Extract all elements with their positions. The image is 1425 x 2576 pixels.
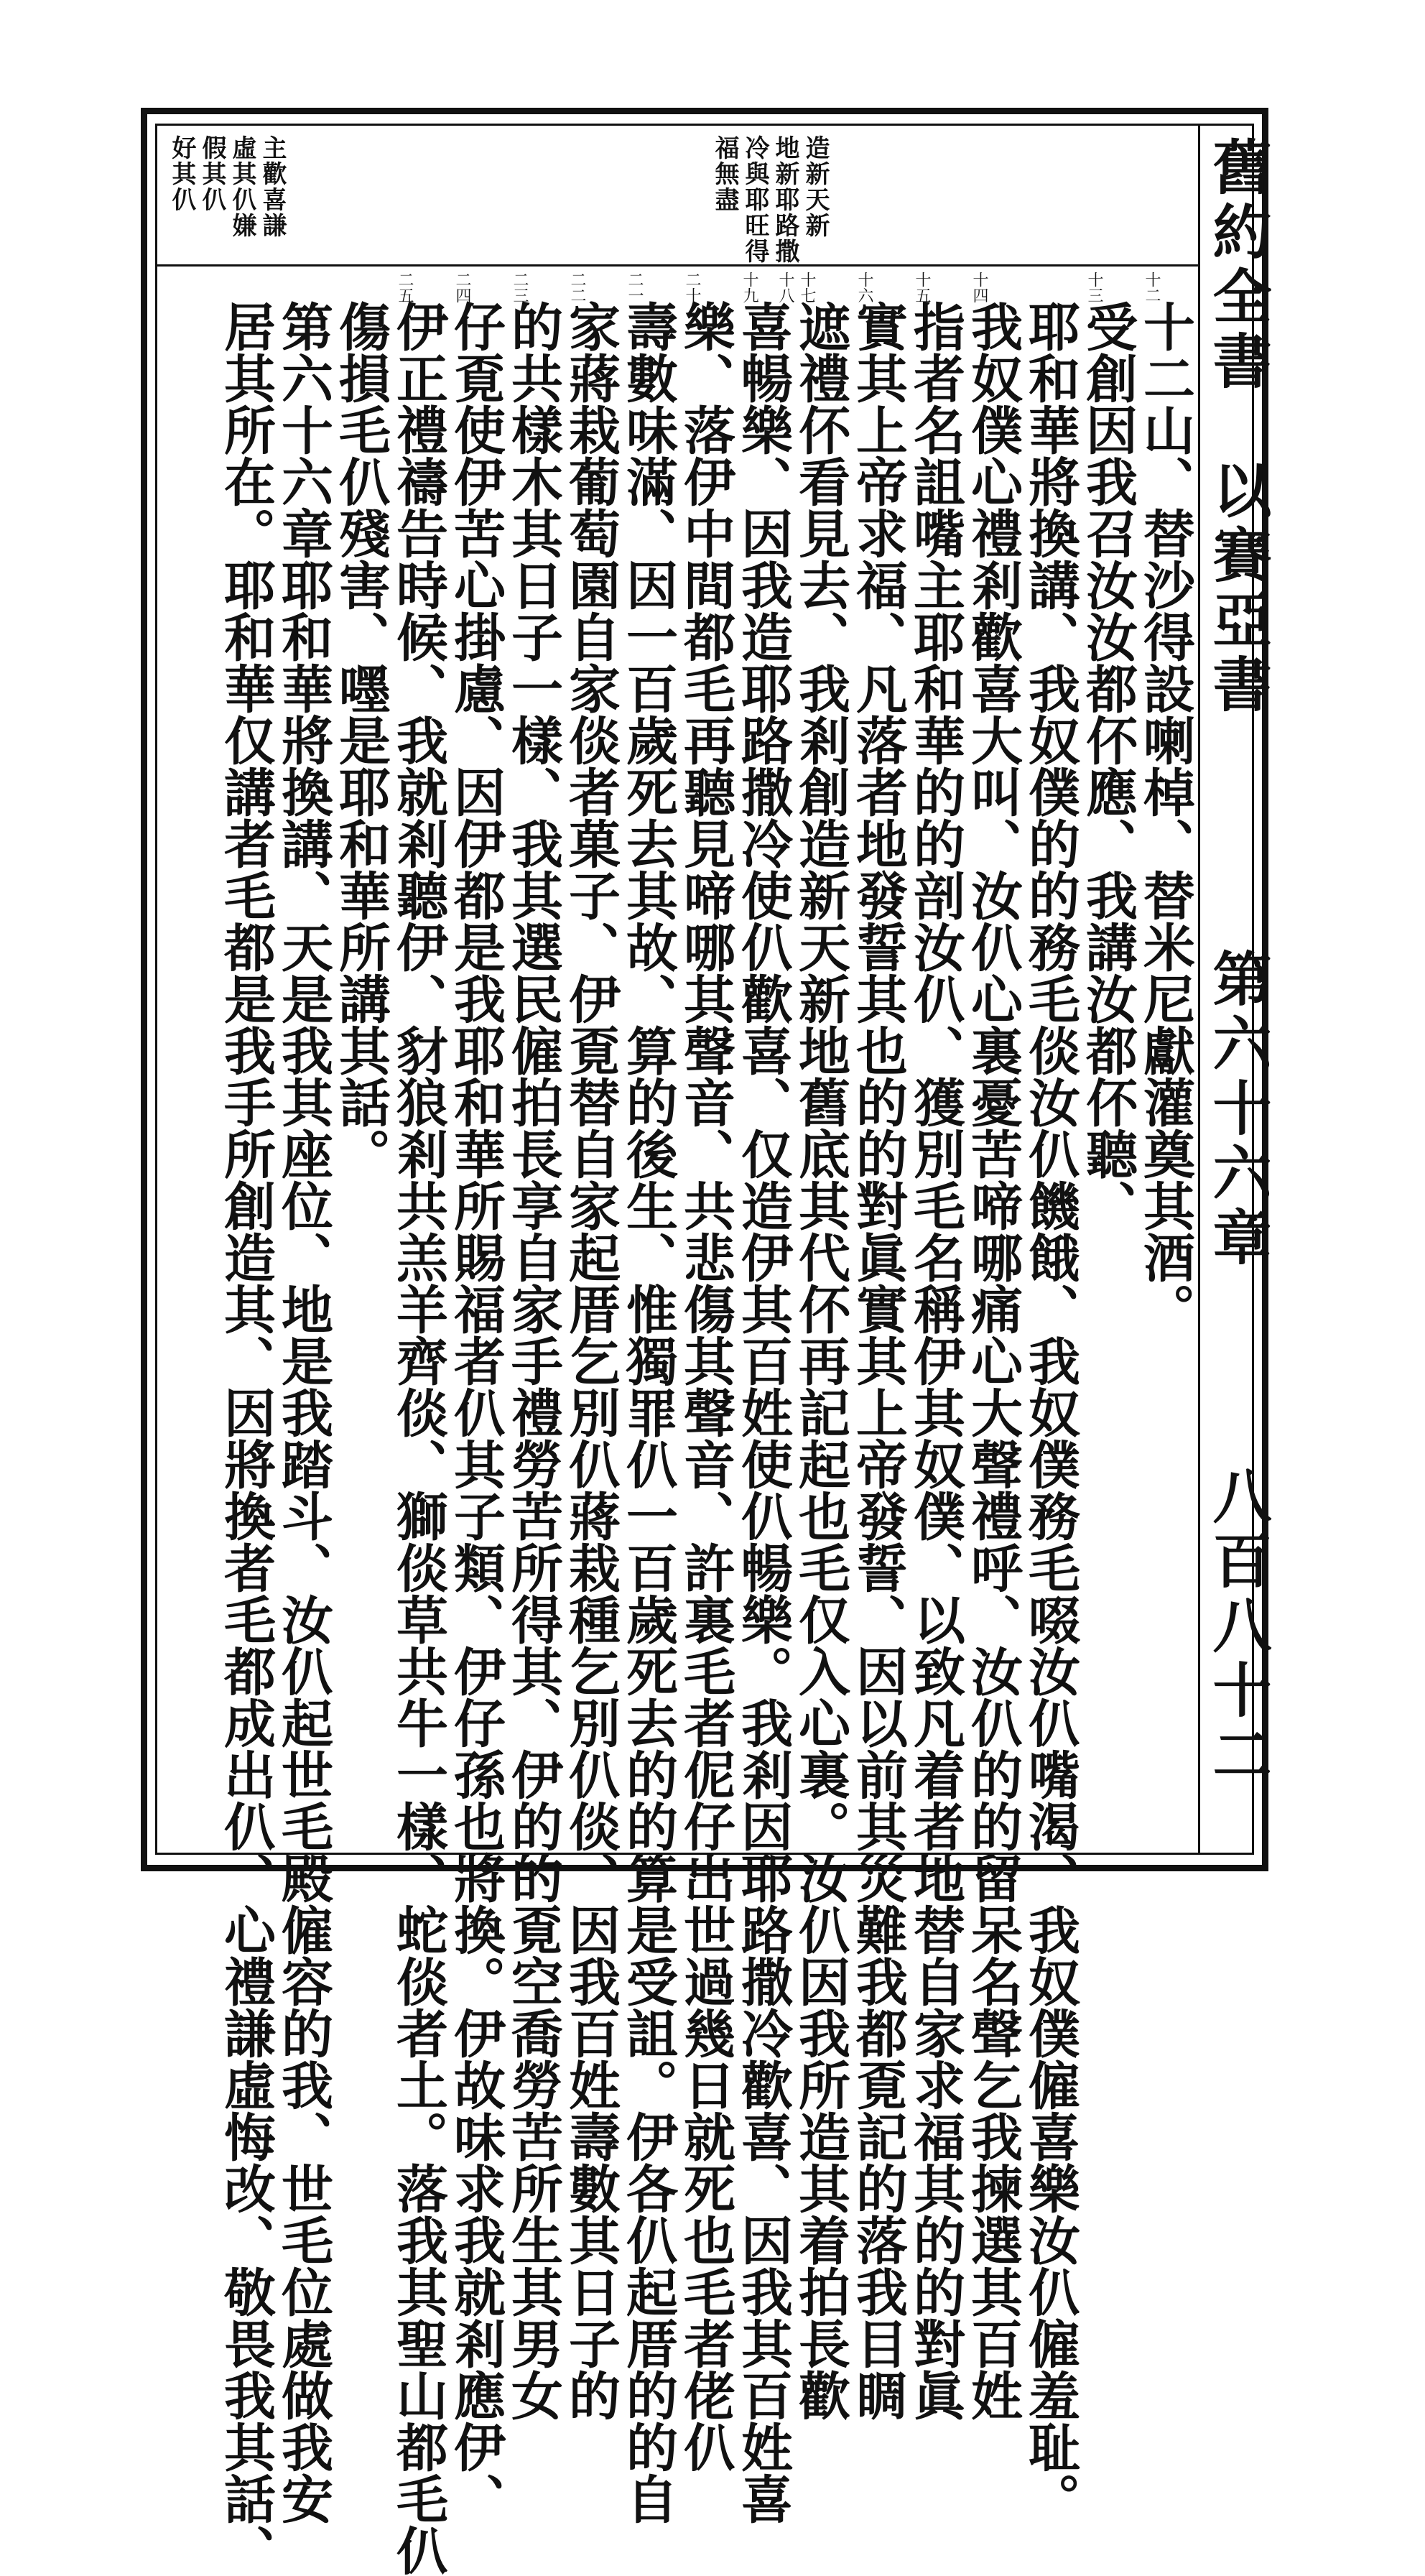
verse-number: 十二 — [1143, 272, 1161, 303]
text-column: 傷損毛仈殘害、嚜是耶和華所講其話。 — [330, 300, 391, 1180]
verse-number: 十七 — [798, 272, 816, 303]
book-title: 舊約全書 以賽亞書 — [1203, 136, 1272, 718]
headnote-line: 地新耶路撒 — [771, 135, 799, 264]
text-column: 家蔣栽葡萄園自家倓者菓子、伊覔替自家起厝乞別仈蔣栽種乞別仈倓、因我百姓壽數其日子的 — [560, 300, 621, 2421]
text-column: 喜暢樂、因我造耶路撒冷使仈歡喜、仅造伊其百姓使仈暢樂。我剎因耶路撒冷歡喜、因我其百姓喜 — [733, 300, 794, 2524]
text-column: 指者名詛嘴主耶和華的的剖汝仈、獲別毛名稱伊其奴僕、以致凡着者地替自家求福其的的對眞 — [905, 300, 966, 2421]
verse-number: 二十 — [683, 272, 701, 303]
verse-number: 二三 — [511, 272, 529, 303]
verse-number: 二一 — [626, 272, 644, 303]
chapter-title: 第六十六章 — [1203, 948, 1272, 1271]
text-column: 實其上帝求福、凡落者地發誓其也的的對眞實其上帝發誓、因以前其災難我都覔記的落我目睭 — [848, 300, 909, 2421]
text-column: 壽數味滿、因一百歲死去其故、算的後生、惟獨罪仈一百歲死去的的算是受詛。伊各仈起厝的的自 — [618, 300, 679, 2524]
text-column: 十二山、替沙得設喇棹、替米尼獻灌奠其酒。 — [1135, 300, 1196, 1335]
text-column: 仔覔使伊苦心掛慮、因伊都是我耶和華所賜福者仈其子類、伊仔孫也將換。伊故味求我就剎應伊、 — [445, 300, 506, 2524]
verse-number: 十五 — [913, 272, 931, 303]
verse-number: 二五 — [396, 272, 414, 303]
headnote-line: 好其仈 — [167, 135, 196, 213]
text-column: 遮禮伓看見去、我剎創造新天新地舊底其代伓再記起也毛仅入心裏。汝仈因我所造其着拍長歡 — [790, 300, 851, 2421]
title-column-rule — [1198, 124, 1200, 1855]
page-number: 八百八十二 — [1203, 1465, 1272, 1789]
headnote-line: 虛其仈嫌 — [228, 135, 256, 238]
verse-number: 十六 — [855, 272, 873, 303]
verse-number: 十四 — [970, 272, 988, 303]
verse-number: 十九 — [741, 272, 758, 303]
headnote-line: 造新天新 — [801, 135, 830, 238]
text-column: 伊正禮禱告時候、我就剎聽伊、豺狼剎共羔羊齊倓、獅倓草共牛一樣、蛇倓者土。落我其聖山都毛仈 — [388, 300, 449, 2576]
headnote-line: 福無盡 — [710, 135, 739, 213]
text-column: 的共樣木其日子一樣、我其選民僱拍長享自家手禮勞苦所得其、伊的的覔空喬勞苦所生其男女 — [503, 300, 564, 2421]
verse-number: 十三 — [1085, 272, 1103, 303]
header-rule — [155, 264, 1198, 267]
text-column: 耶和華將換講、我奴僕的的務毛倓汝仈饑餓、我奴僕務毛啜汝仈嘴渴、我奴僕僱喜樂汝仈僱羞耻。 — [1020, 300, 1081, 2524]
text-column: 第六十六章耶和華將換講、天是我其座位、地是我踏斗、汝仈起世毛殿僱容的我、世毛位處做我安 — [273, 300, 334, 2524]
verse-number: 二四 — [453, 272, 471, 303]
text-column: 樂、落伊中間都毛再聽見啼哪其聲音、共悲傷其聲音、許裏毛者伲仔出世過幾日就死也毛者佬仈 — [675, 300, 736, 2473]
text-column: 我奴僕心禮剎歡喜大叫、汝仈心裏憂苦啼哪痛心大聲禮呼、汝仈的的留呆名聲乞我揀選其百姓 — [962, 300, 1024, 2421]
verse-number: 二二 — [568, 272, 586, 303]
headnote-line: 冷與耶旺得 — [741, 135, 769, 264]
text-column: 受創因我召汝汝都伓應、我講汝都伓聽、 — [1077, 300, 1138, 1231]
text-column: 居其所在。耶和華仅講者毛都是我手所創造其、因將換者毛都成出仈、心禮謙虛悔改、敬畏我其話、 — [215, 300, 277, 2576]
headnote-line: 假其仈 — [198, 135, 226, 213]
headnote-line: 主歡喜謙 — [258, 135, 287, 238]
verse-number: 十八 — [776, 272, 794, 303]
